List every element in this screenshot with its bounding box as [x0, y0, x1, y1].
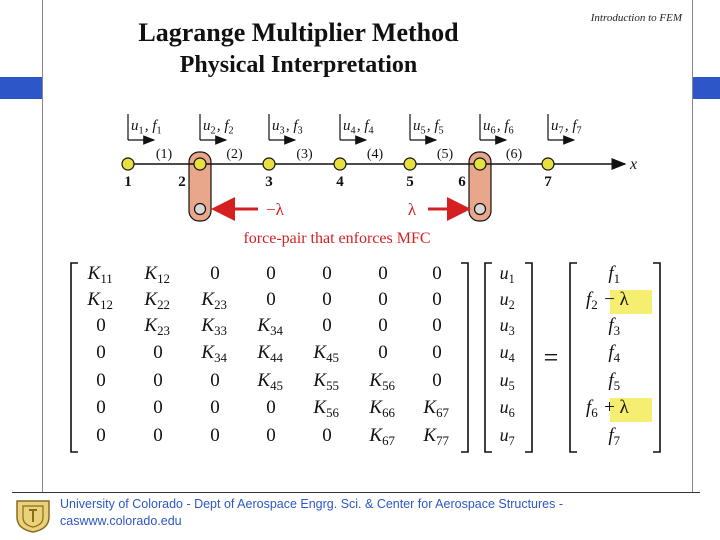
matrix-entry: 0 — [378, 315, 388, 336]
footer-text — [60, 496, 660, 530]
node-label: 4 — [336, 174, 344, 190]
rhs-entry: $f_2$ − λ — [586, 289, 629, 313]
link-pin — [475, 204, 486, 215]
load-label: $u_5$ , $f_5$ — [413, 118, 444, 137]
matrix-entry: 0 — [322, 289, 332, 310]
matrix-entry: 0 — [378, 263, 388, 284]
matrix-entry: $K_{56}$ — [313, 397, 339, 421]
element-label: (4) — [366, 147, 384, 162]
matrix-entry: 0 — [96, 315, 106, 336]
matrix-entry: $K_{12}$ — [144, 263, 170, 287]
matrix-entry: 0 — [153, 425, 163, 446]
rhs-entry: $f_5$ — [608, 370, 621, 394]
rhs-entry: $f_3$ — [608, 315, 621, 339]
rhs-entry: $f_1$ — [608, 263, 621, 287]
node-label: 6 — [458, 174, 466, 190]
corner-note: Introduction to FEM — [590, 12, 682, 24]
rhs-entry: $f_4$ — [608, 342, 621, 366]
node-marker — [194, 158, 206, 170]
matrix-entry: 0 — [153, 397, 163, 418]
element-label: (1) — [155, 147, 173, 162]
bracket — [485, 263, 492, 452]
matrix-entry: 0 — [96, 342, 106, 363]
matrix-entry: $K_{77}$ — [423, 425, 449, 449]
matrix-entry: 0 — [96, 370, 106, 391]
matrix-entry: $K_{11}$ — [87, 263, 113, 287]
matrix-entry: 0 — [432, 370, 442, 391]
load-label: $u_6$ , $f_6$ — [483, 118, 514, 137]
bracket — [71, 263, 78, 452]
node-marker — [404, 158, 416, 170]
node-marker — [122, 158, 134, 170]
matrix-equation — [71, 263, 660, 452]
matrix-entry: $K_{44}$ — [257, 342, 283, 366]
unknown-entry: $u_1$ — [499, 263, 515, 286]
element-label: (2) — [226, 147, 243, 162]
unknown-entry: $u_5$ — [499, 370, 515, 393]
matrix-entry: 0 — [210, 370, 220, 391]
matrix-entry: 0 — [432, 342, 442, 363]
equals-sign: = — [543, 343, 559, 372]
bracket — [653, 263, 660, 452]
unknown-entry: $u_6$ — [499, 397, 515, 420]
matrix-entry: $K_{12}$ — [87, 289, 113, 313]
matrix-entry: 0 — [322, 263, 332, 284]
university-logo — [14, 497, 52, 533]
node-marker — [542, 158, 554, 170]
load-label: $u_7$ , $f_7$ — [551, 118, 582, 137]
matrix-entry: 0 — [266, 397, 276, 418]
rhs-entry: $f_6$ + λ — [586, 397, 629, 421]
axis-label: x — [630, 156, 638, 173]
matrix-entry: 0 — [432, 315, 442, 336]
rhs-entry: $f_7$ — [608, 425, 621, 449]
unknown-entry: $u_7$ — [499, 425, 515, 448]
matrix-entry: $K_{34}$ — [257, 315, 283, 339]
element-label: (3) — [296, 147, 313, 162]
matrix-entry: 0 — [210, 425, 220, 446]
node-label: 7 — [544, 174, 552, 190]
node-label: 1 — [124, 174, 132, 190]
node-label: 5 — [406, 174, 414, 190]
matrix-entry: 0 — [378, 342, 388, 363]
matrix-entry: 0 — [96, 397, 106, 418]
matrix-entry: $K_{34}$ — [201, 342, 227, 366]
load-label: $u_3$ , $f_3$ — [272, 118, 303, 137]
slide-subtitle: Physical Interpretation — [179, 52, 418, 78]
matrix-entry: 0 — [266, 289, 276, 310]
matrix-entry: $K_{55}$ — [313, 370, 339, 394]
matrix-entry: $K_{66}$ — [369, 397, 395, 421]
load-label: $u_2$ , $f_2$ — [203, 118, 234, 137]
unknown-entry: $u_2$ — [499, 289, 515, 312]
matrix-entry: $K_{67}$ — [423, 397, 449, 421]
matrix-entry: $K_{56}$ — [369, 370, 395, 394]
matrix-entry: $K_{67}$ — [369, 425, 395, 449]
matrix-entry: 0 — [266, 425, 276, 446]
bracket — [461, 263, 468, 452]
matrix-entry: 0 — [153, 370, 163, 391]
matrix-entry: $K_{23}$ — [201, 289, 227, 313]
bracket — [525, 263, 532, 452]
matrix-entry: $K_{22}$ — [144, 289, 170, 313]
matrix-entry: $K_{33}$ — [201, 315, 227, 339]
lambda-label: λ — [407, 200, 417, 219]
node-marker — [263, 158, 275, 170]
matrix-entry: 0 — [378, 289, 388, 310]
matrix-entry: 0 — [322, 425, 332, 446]
element-label: (6) — [505, 147, 523, 162]
matrix-entry: 0 — [210, 263, 220, 284]
unknown-entry: $u_4$ — [499, 342, 515, 365]
slide-title: Lagrange Multiplier Method — [138, 18, 459, 47]
matrix-entry: 0 — [432, 289, 442, 310]
force-pair-caption: force-pair that enforces MFC — [243, 230, 431, 247]
node-label: 2 — [178, 174, 186, 190]
node-label: 3 — [265, 174, 273, 190]
matrix-entry: 0 — [153, 342, 163, 363]
load-label: $u_1$ , $f_1$ — [131, 118, 162, 137]
matrix-entry: 0 — [210, 397, 220, 418]
spring-chain-diagram — [122, 114, 637, 247]
matrix-entry: 0 — [432, 263, 442, 284]
link-pin — [195, 204, 206, 215]
footer-line-2: caswww.colorado.edu — [60, 514, 182, 528]
load-label: $u_4$ , $f_4$ — [343, 118, 374, 137]
minus-lambda-label: −λ — [266, 200, 284, 219]
matrix-entry: 0 — [322, 315, 332, 336]
element-label: (5) — [436, 147, 454, 162]
footer-rule — [12, 492, 700, 493]
matrix-entry: $K_{23}$ — [144, 315, 170, 339]
unknown-entry: $u_3$ — [499, 315, 515, 338]
matrix-entry: 0 — [96, 425, 106, 446]
node-marker — [334, 158, 346, 170]
matrix-entry: 0 — [266, 263, 276, 284]
matrix-entry: $K_{45}$ — [313, 342, 339, 366]
bracket — [570, 263, 577, 452]
footer-line-1: University of Colorado - Dept of Aerospace Engrg. Sci. & Center for Aerospace Structures - — [60, 497, 564, 511]
node-marker — [474, 158, 486, 170]
matrix-entry: $K_{45}$ — [257, 370, 283, 394]
